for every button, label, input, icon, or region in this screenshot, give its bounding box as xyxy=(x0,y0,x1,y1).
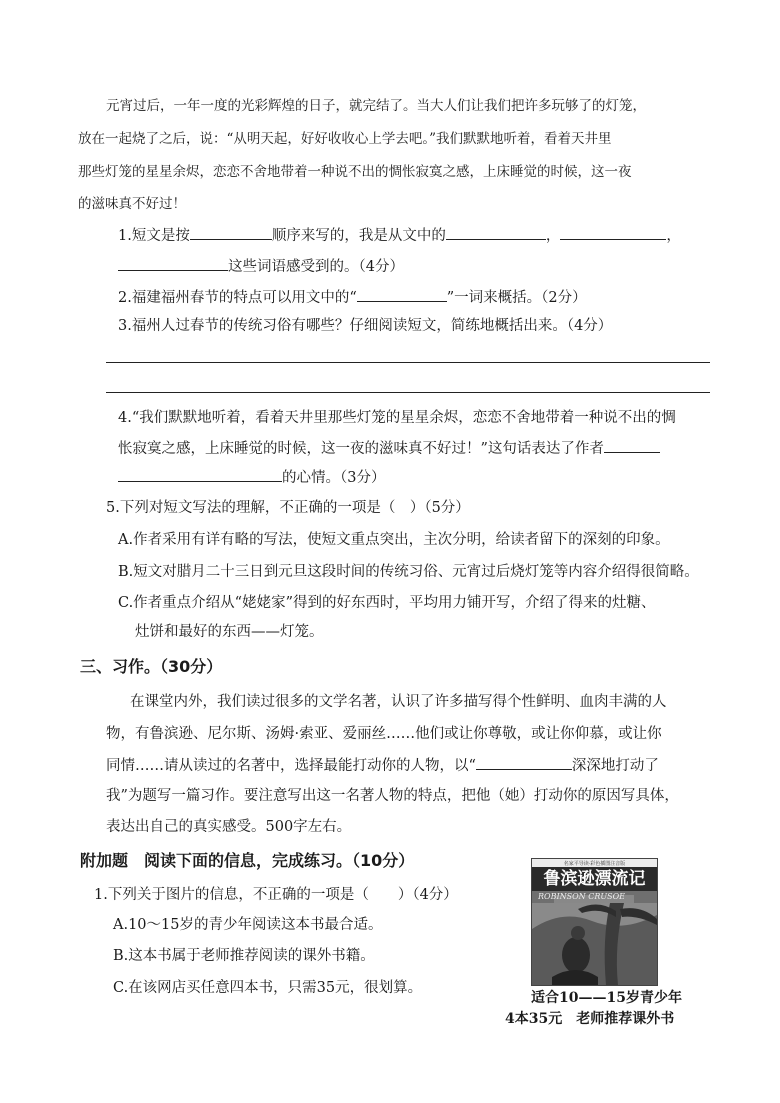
option-a[interactable]: A.作者采用有详有略的写法，使短文重点突出，主次分明，给读者留下的深刻的印象。 xyxy=(118,532,670,548)
extra-option-b[interactable]: B.这本书属于老师推荐阅读的课外书籍。 xyxy=(113,948,375,964)
option-c-line-1[interactable]: C.作者重点介绍从“姥姥家”得到的好东西时，平均用力铺开写，介绍了得来的灶糖、 xyxy=(118,595,656,611)
book-title: 鲁滨逊漂流记 xyxy=(532,867,657,891)
answer-blank[interactable] xyxy=(604,438,660,453)
answer-blank[interactable] xyxy=(560,225,666,240)
question-1-mid: 顺序来写的，我是从文中的 xyxy=(271,228,446,244)
option-c-line-2[interactable]: 灶饼和最好的东西——灯笼。 xyxy=(135,624,324,640)
answer-line[interactable] xyxy=(106,362,710,363)
extra-title: 附加题 阅读下面的信息，完成练习。（10分） xyxy=(80,851,415,870)
question-4-line-2 xyxy=(118,438,660,459)
answer-blank[interactable] xyxy=(118,256,228,271)
book-caption-2: 4本35元 老师推荐课外书 xyxy=(505,1011,675,1027)
answer-line[interactable] xyxy=(106,392,710,393)
passage-line-1: 元宵过后，一年一度的光彩辉煌的日子，就完结了。当大人们让我们把许多玩够了的灯笼， xyxy=(106,98,646,114)
writing-prompt-line-2: 物，有鲁滨逊、尼尔斯、汤姆·索亚、爱丽丝……他们或让你尊敬，或让你仰慕，或让你 xyxy=(106,726,662,742)
question-2-tail: ”一词来概括。（2分） xyxy=(446,290,587,306)
question-4-tail: 的心情。（3分） xyxy=(282,470,386,486)
writing-prompt-text: 同情……请从读过的名著中，选择最能打动你的人物，以“ xyxy=(106,758,476,774)
answer-blank[interactable] xyxy=(357,287,447,302)
comma: ， xyxy=(666,228,681,244)
writing-prompt-line-5: 表达出自己的真实感受。500字左右。 xyxy=(106,819,352,835)
passage-line-2: 放在一起烧了之后，说：“从明天起，好好收收心上学去吧。”我们默默地听着，看着天井里 xyxy=(78,131,612,147)
comma: ， xyxy=(545,228,561,244)
book-series: 名家平导读·彩色插图注音版 xyxy=(532,859,657,869)
question-4-line-1: 4.“我们默默地听着，看着天井里那些灯笼的星星余烬，恋恋不舍地带着一种说不出的惆 xyxy=(118,410,676,426)
question-2-prefix: 2.福建福州春节的特点可以用文中的“ xyxy=(118,290,357,306)
passage-line-4: 的滋味真不好过！ xyxy=(78,196,186,212)
section-3-title: 三、习作。（30分） xyxy=(80,657,223,676)
book-cover-image xyxy=(531,858,658,986)
question-5-stem: 5.下列对短文写法的理解，不正确的一项是（ ）（5分） xyxy=(106,500,470,516)
question-1-prefix: 1.短文是按 xyxy=(118,228,190,244)
answer-blank[interactable] xyxy=(118,467,282,482)
answer-blank[interactable] xyxy=(190,225,272,240)
book-subtitle: ROBINSON CRUSOE xyxy=(538,892,625,901)
question-1-tail: 这些词语感受到的。（4分） xyxy=(228,259,404,275)
question-3: 3.福州人过春节的传统习俗有哪些？仔细阅读短文，简练地概括出来。（4分） xyxy=(118,318,613,334)
answer-blank[interactable] xyxy=(446,225,546,240)
writing-prompt-line-4: 我”为题写一篇习作。要注意写出这一名著人物的特点，把他（她）打动你的原因写具体， xyxy=(106,788,679,804)
question-4-line-3 xyxy=(118,467,385,488)
writing-prompt-line-1: 在课堂内外，我们读过很多的文学名著，认识了许多描写得个性鲜明、血肉丰满的人 xyxy=(130,694,667,710)
extra-question-1: 1.下列关于图片的信息，不正确的一项是（ ）（4分） xyxy=(94,887,458,903)
book-caption-1: 适合10——15岁青少年 xyxy=(531,990,682,1006)
answer-blank[interactable] xyxy=(476,755,572,770)
writing-prompt-line-3 xyxy=(106,755,659,776)
option-b[interactable]: B.短文对腊月二十三日到元旦这段时间的传统习俗、元宵过后烧灯笼等内容介绍得很简略。 xyxy=(118,564,699,580)
question-2 xyxy=(118,287,587,308)
passage-line-3: 那些灯笼的星星余烬，恋恋不舍地带着一种说不出的惆怅寂寞之感，上床睡觉的时候，这一夜 xyxy=(78,164,632,180)
question-4-text: 怅寂寞之感，上床睡觉的时候，这一夜的滋味真不好过！”这句话表达了作者 xyxy=(118,441,604,457)
question-1 xyxy=(118,225,681,246)
writing-prompt-text: 深深地打动了 xyxy=(571,758,659,774)
extra-option-a[interactable]: A.10～15岁的青少年阅读这本书最合适。 xyxy=(113,917,383,933)
extra-option-c[interactable]: C.在该网店买任意四本书，只需35元，很划算。 xyxy=(113,980,423,996)
question-1-cont xyxy=(118,256,404,277)
